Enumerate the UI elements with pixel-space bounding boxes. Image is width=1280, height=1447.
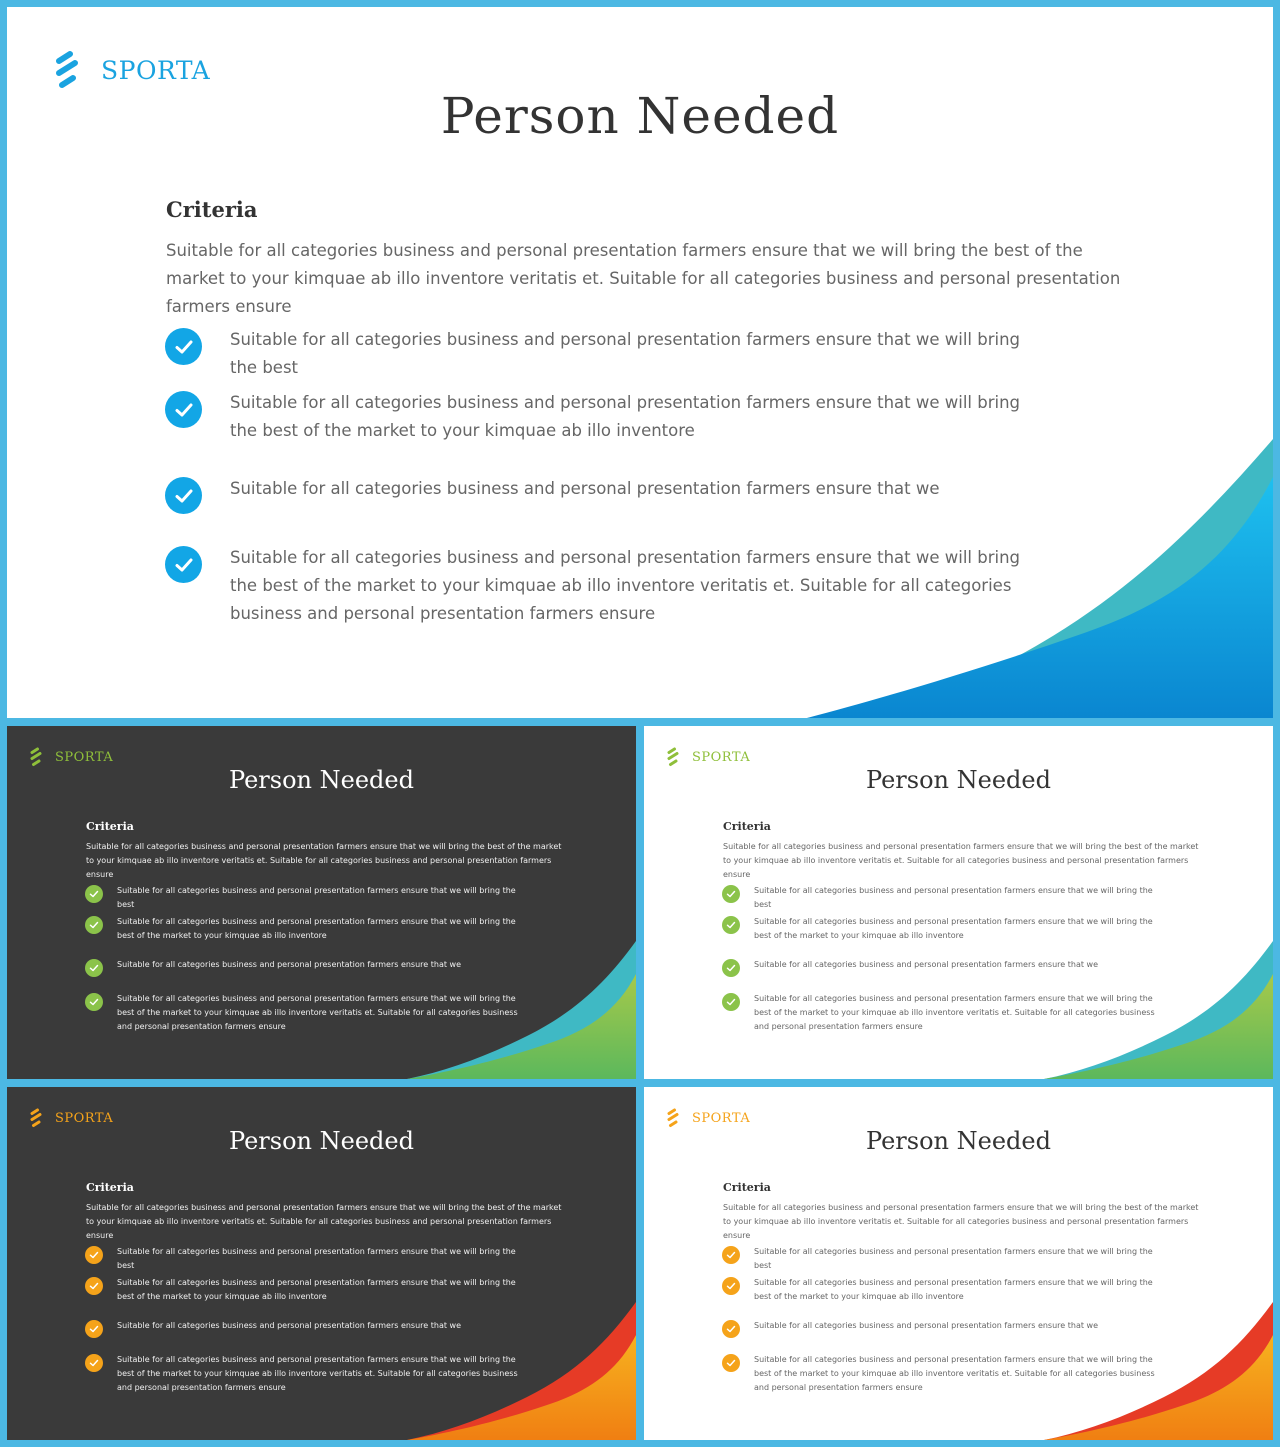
criteria-item-text: Suitable for all categories business and personal presentation farmers ensure that we will bring the best of the market to your kimquae ab illo inventore xyxy=(754,1278,1153,1301)
criteria-item xyxy=(85,1277,525,1304)
brand-logo xyxy=(29,747,113,767)
slide-title: Person Needed xyxy=(440,87,840,145)
criteria-intro: Suitable for all categories business and personal presentation farmers ensure that we will bring the best of the market to your kimquae ab illo inventore veritatis et. Suitable for all categories business and personal presentation farmers ensure xyxy=(166,241,1121,316)
criteria-item xyxy=(722,959,1162,977)
criteria-item-text: Suitable for all categories business and personal presentation farmers ensure that we xyxy=(230,479,940,498)
criteria-item xyxy=(722,993,1162,1034)
criteria-item xyxy=(85,959,525,977)
criteria-item-text: Suitable for all categories business and personal presentation farmers ensure that we xyxy=(117,1321,462,1330)
criteria-item-text: Suitable for all categories business and personal presentation farmers ensure that we will bring the best xyxy=(754,1247,1153,1270)
check-icon xyxy=(165,546,202,583)
brand-logo xyxy=(53,51,210,89)
check-icon xyxy=(165,328,202,365)
criteria-item xyxy=(722,1354,1162,1395)
brand-name: SPORTA xyxy=(55,749,114,765)
criteria-item xyxy=(85,1354,525,1395)
criteria-item xyxy=(722,1246,1162,1273)
criteria-item-text: Suitable for all categories business and personal presentation farmers ensure that we will bring the best of the market to your kimquae ab illo inventore veritatis et. Suitable for all categories business and personal presentation farmers ensure xyxy=(117,1355,518,1392)
criteria-item-text: Suitable for all categories business and personal presentation farmers ensure that we xyxy=(754,960,1099,969)
criteria-item-text: Suitable for all categories business and personal presentation farmers ensure that we will bring the best xyxy=(117,886,516,909)
check-icon xyxy=(722,993,740,1011)
check-icon xyxy=(85,1320,103,1338)
criteria-item-text: Suitable for all categories business and personal presentation farmers ensure that we will bring the best of the market to your kimquae ab illo inventore xyxy=(230,393,1021,440)
criteria-item-text: Suitable for all categories business and personal presentation farmers ensure that we will bring the best of the market to your kimquae ab illo inventore veritatis et. Suitable for all categories business and personal presentation farmers ensure xyxy=(754,994,1155,1031)
criteria-intro: Suitable for all categories business and personal presentation farmers ensure that we will bring the best of the market to your kimquae ab illo inventore veritatis et. Suitable for all categories business and personal presentation farmers ensure xyxy=(86,1203,562,1240)
brand-name: SPORTA xyxy=(101,55,211,85)
check-icon xyxy=(722,916,740,934)
slide-light-orange xyxy=(644,1087,1273,1440)
criteria-item xyxy=(722,885,1162,912)
sporta-logo-icon xyxy=(666,1108,680,1128)
brand-name: SPORTA xyxy=(55,1110,114,1126)
slide-dark-orange xyxy=(7,1087,636,1440)
check-icon xyxy=(85,959,103,977)
slide-dark-green xyxy=(7,726,636,1079)
slide-title: Person Needed xyxy=(866,766,1051,794)
check-icon xyxy=(722,885,740,903)
slide-blue-main xyxy=(7,7,1273,718)
check-icon xyxy=(722,959,740,977)
check-icon xyxy=(85,1277,103,1295)
brand-name: SPORTA xyxy=(692,1110,751,1126)
check-icon xyxy=(85,993,103,1011)
check-icon xyxy=(722,1320,740,1338)
criteria-item-text: Suitable for all categories business and personal presentation farmers ensure that we will bring the best xyxy=(230,330,1021,377)
check-icon xyxy=(85,885,103,903)
criteria-intro: Suitable for all categories business and personal presentation farmers ensure that we will bring the best of the market to your kimquae ab illo inventore veritatis et. Suitable for all categories business and personal presentation farmers ensure xyxy=(723,1203,1199,1240)
check-icon xyxy=(165,391,202,428)
sporta-logo-icon xyxy=(29,1108,43,1128)
criteria-item xyxy=(722,916,1162,943)
criteria-item-text: Suitable for all categories business and personal presentation farmers ensure that we will bring the best of the market to your kimquae ab illo inventore xyxy=(754,917,1153,940)
criteria-intro: Suitable for all categories business and personal presentation farmers ensure that we will bring the best of the market to your kimquae ab illo inventore veritatis et. Suitable for all categories business and personal presentation farmers ensure xyxy=(86,842,562,879)
criteria-item xyxy=(165,391,1045,445)
check-icon xyxy=(722,1354,740,1372)
criteria-item-text: Suitable for all categories business and personal presentation farmers ensure that we will bring the best of the market to your kimquae ab illo inventore veritatis et. Suitable for all categories business and personal presentation farmers ensure xyxy=(754,1355,1155,1392)
criteria-item xyxy=(85,1246,525,1273)
slide-light-green xyxy=(644,726,1273,1079)
check-icon xyxy=(165,477,202,514)
brand-logo xyxy=(29,1108,113,1128)
slide-title: Person Needed xyxy=(229,766,414,794)
sporta-logo-icon xyxy=(53,51,81,89)
slide-title: Person Needed xyxy=(866,1127,1051,1155)
criteria-item xyxy=(722,1277,1162,1304)
check-icon xyxy=(722,1246,740,1264)
criteria-item-text: Suitable for all categories business and personal presentation farmers ensure that we will bring the best of the market to your kimquae ab illo inventore xyxy=(117,917,516,940)
criteria-heading: Criteria xyxy=(86,820,134,833)
criteria-item xyxy=(165,477,1045,514)
criteria-item xyxy=(165,546,1045,628)
criteria-item-text: Suitable for all categories business and personal presentation farmers ensure that we will bring the best of the market to your kimquae ab illo inventore xyxy=(117,1278,516,1301)
criteria-item xyxy=(85,1320,525,1338)
check-icon xyxy=(85,1354,103,1372)
criteria-heading: Criteria xyxy=(723,820,771,833)
check-icon xyxy=(722,1277,740,1295)
criteria-item-text: Suitable for all categories business and personal presentation farmers ensure that we will bring the best of the market to your kimquae ab illo inventore veritatis et. Suitable for all categories business and personal presentation farmers ensure xyxy=(230,548,1021,623)
criteria-item-text: Suitable for all categories business and personal presentation farmers ensure that we will bring the best xyxy=(754,886,1153,909)
criteria-item-text: Suitable for all categories business and personal presentation farmers ensure that we will bring the best of the market to your kimquae ab illo inventore veritatis et. Suitable for all categories business and personal presentation farmers ensure xyxy=(117,994,518,1031)
sporta-logo-icon xyxy=(29,747,43,767)
check-icon xyxy=(85,916,103,934)
criteria-intro: Suitable for all categories business and personal presentation farmers ensure that we will bring the best of the market to your kimquae ab illo inventore veritatis et. Suitable for all categories business and personal presentation farmers ensure xyxy=(723,842,1199,879)
criteria-item xyxy=(85,993,525,1034)
check-icon xyxy=(85,1246,103,1264)
brand-logo xyxy=(666,747,750,767)
criteria-item-text: Suitable for all categories business and personal presentation farmers ensure that we will bring the best xyxy=(117,1247,516,1270)
criteria-heading: Criteria xyxy=(723,1181,771,1194)
criteria-item xyxy=(165,328,1045,382)
criteria-item-text: Suitable for all categories business and personal presentation farmers ensure that we xyxy=(754,1321,1099,1330)
criteria-item xyxy=(85,885,525,912)
criteria-heading: Criteria xyxy=(86,1181,134,1194)
slide-title: Person Needed xyxy=(229,1127,414,1155)
criteria-heading: Criteria xyxy=(166,197,258,222)
brand-name: SPORTA xyxy=(692,749,751,765)
criteria-item xyxy=(85,916,525,943)
brand-logo xyxy=(666,1108,750,1128)
criteria-item xyxy=(722,1320,1162,1338)
sporta-logo-icon xyxy=(666,747,680,767)
criteria-item-text: Suitable for all categories business and personal presentation farmers ensure that we xyxy=(117,960,462,969)
